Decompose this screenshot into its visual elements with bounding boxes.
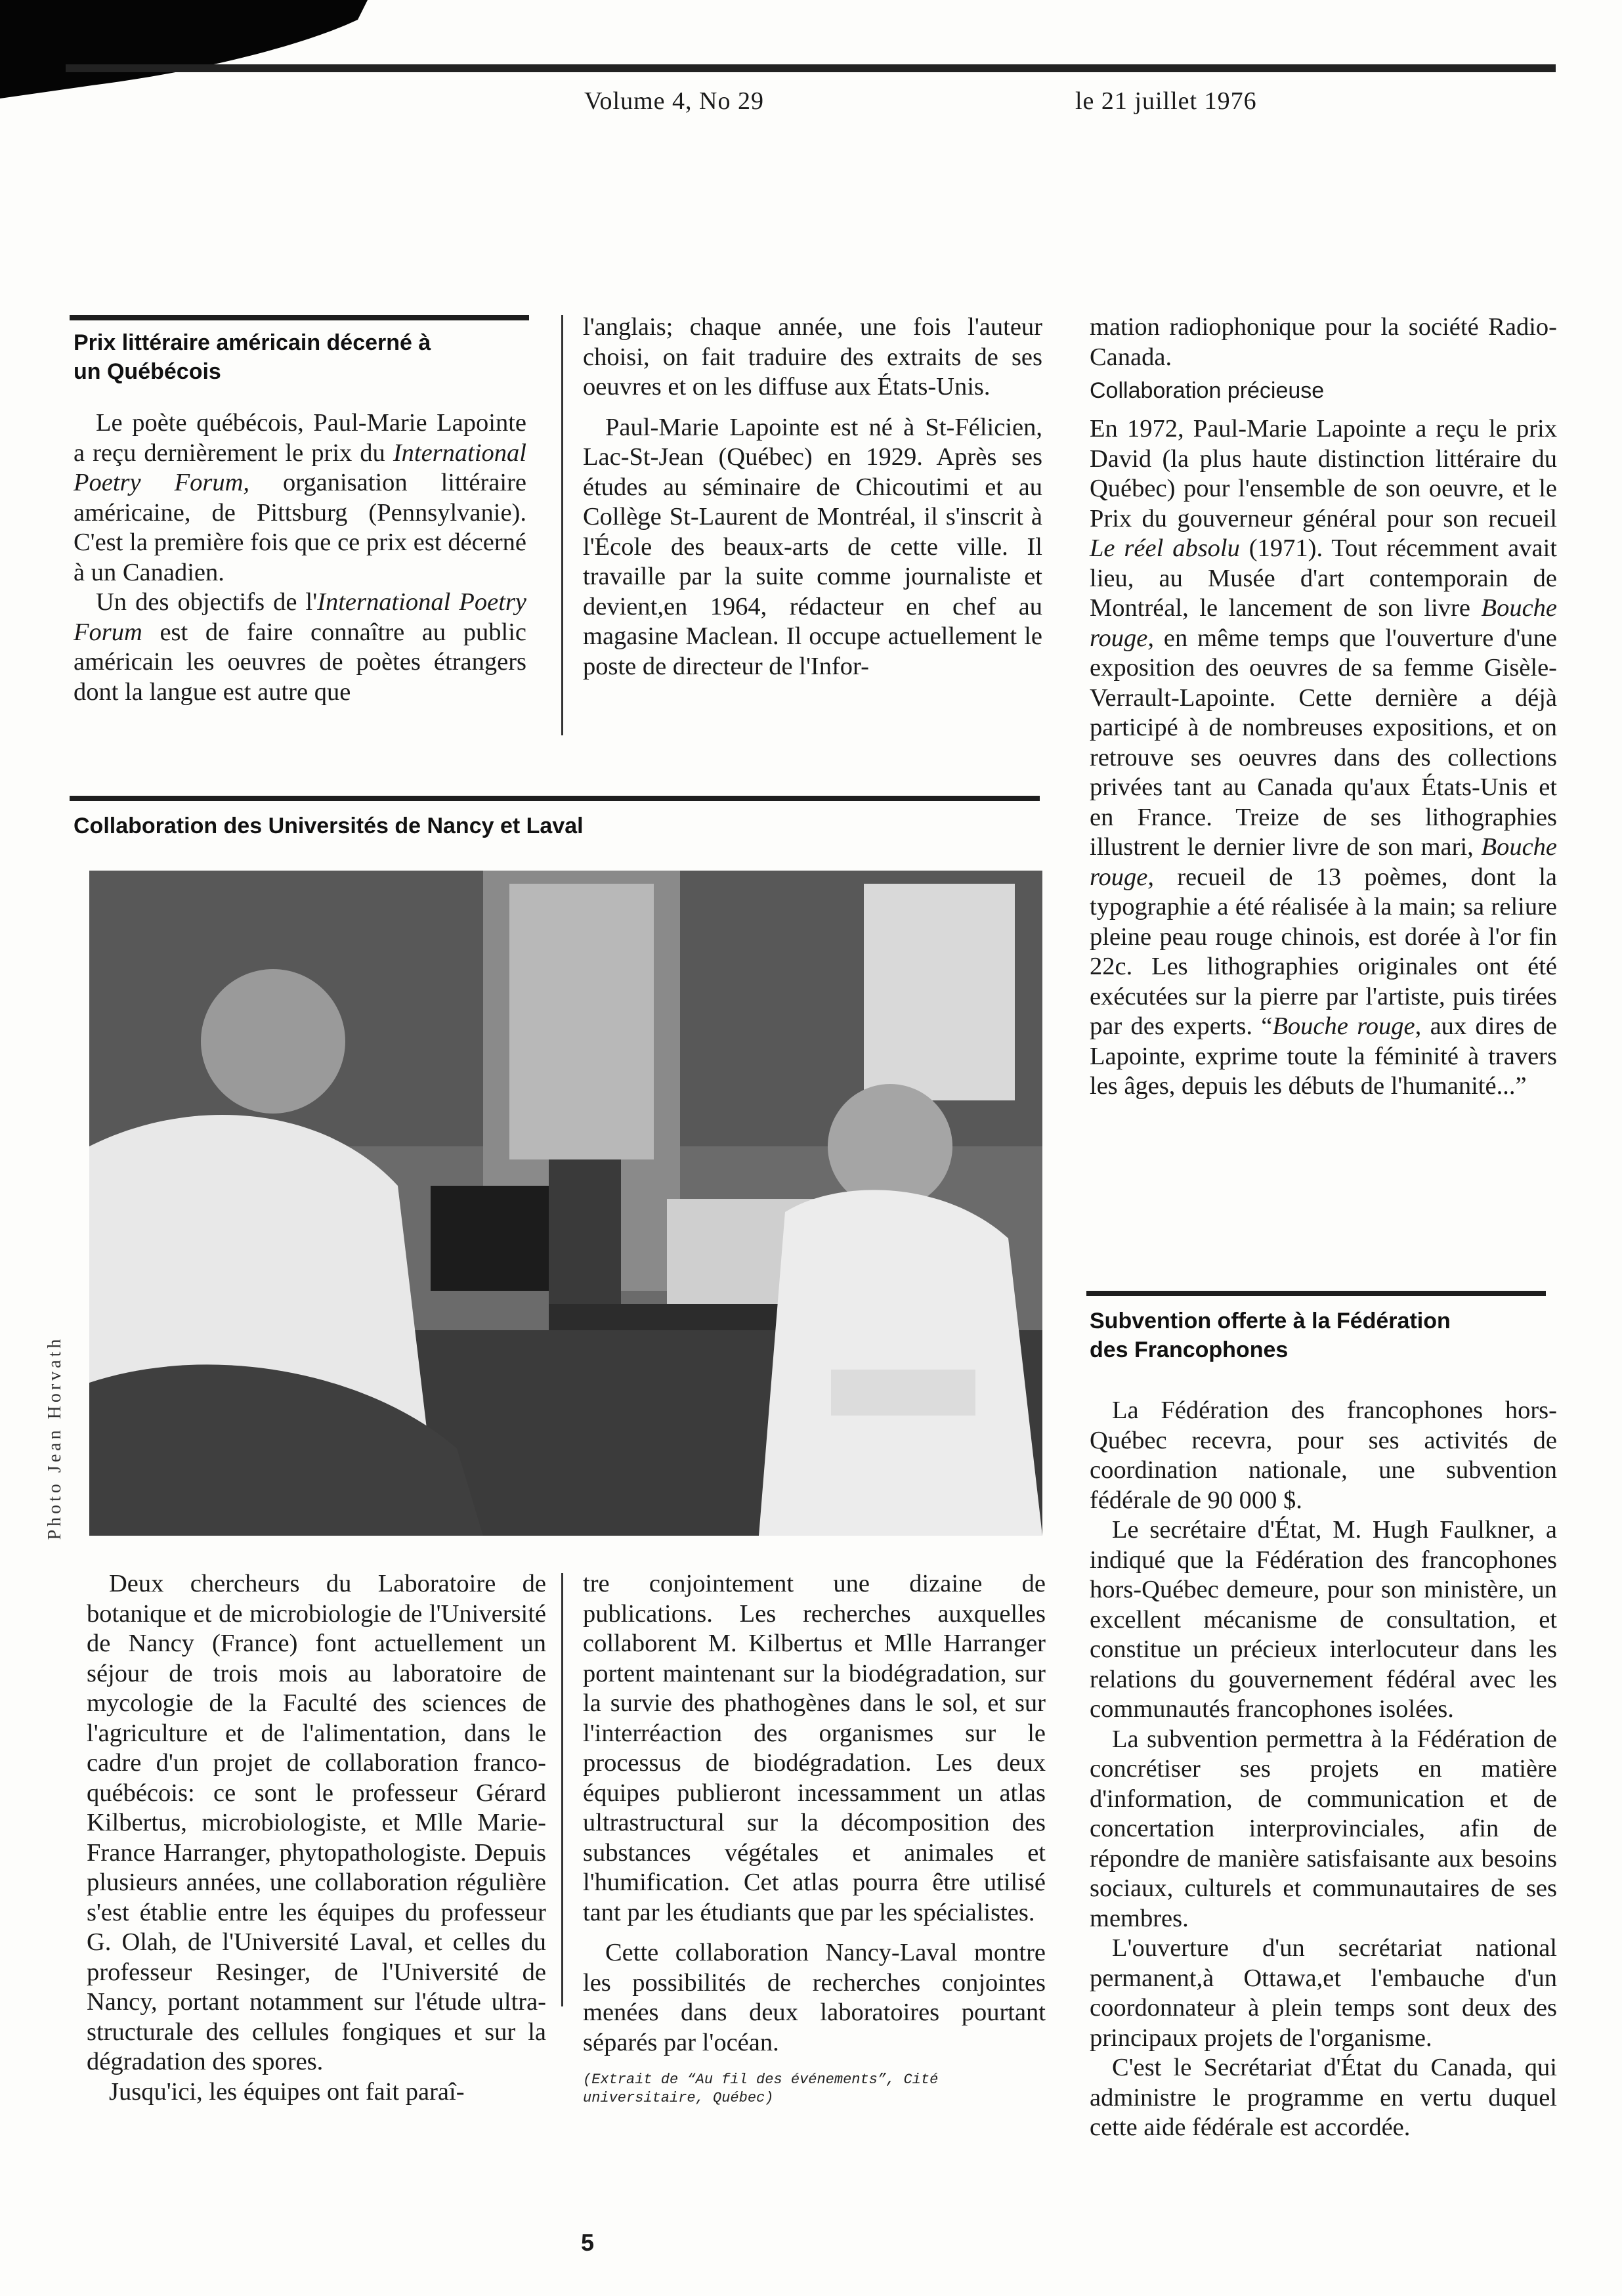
article1-italic: International Poetry Forum [74,588,526,646]
article1-text: Le poète québécois, Paul-Marie Lapointe a reçu dernièrement le prix du [74,409,526,467]
article3-text: La Fédération des francophones hors-Québec recevra, pour ses activités de coordination nationale, une subvention fédérale de 90 000 $. [1090,1397,1557,1514]
article3-title [1090,1307,1549,1364]
article1-text: En 1972, Paul-Marie Lapointe a reçu le prix David (la plus haute distinction littéraire du Québec) pour l'ensemble de son oeuvre, et le Prix du gouverneur général pour son recueil [1090,415,1557,532]
photo-credit-text: Photo Jean Horvath [45,1335,65,1540]
article1-title [74,328,533,386]
article1-italic: Bouche rouge, [1272,1012,1422,1040]
issue-volume: Volume 4, No 29 [584,87,764,115]
lab-photo [89,871,1042,1536]
article1-italic: Bouche rouge, [1090,594,1557,652]
masthead-rule [66,64,1556,72]
article2-text: Cette collaboration Nancy-Laval montre les possibilités de recherches conjointes menées dans deux laboratoires pourtant séparés par l'océan. [583,1939,1046,2056]
article3-title-line1: Subvention offerte à la Fédération [1090,1309,1451,1333]
article1-text: est de faire connaître au public américain les oeuvres de poètes étrangers dont la langue est autre que [74,618,527,706]
article1-text: mation radiophonique pour la société Radio-Canada. [1090,313,1557,371]
article1-title-line1: Prix littéraire américain décerné à [74,330,431,355]
article1-subheading: Collaboration précieuse [1090,378,1325,403]
article1-title-line2: un Québécois [74,359,221,384]
source-note: (Extrait de “Au fil des événements”, Cité universitaire, Québec) [583,2071,939,2106]
article1-italic: Bouche rouge, [1090,833,1557,891]
article1-text: (1971). Tout récemment avait lieu, au Musée d'art contemporain de Montréal, le lancement de son livre [1090,534,1557,622]
article3-rule [1086,1291,1546,1296]
article1-text: Un des objectifs de l' [96,588,318,616]
article1-text: Paul-Marie Lapointe est né à St-Félicien, Lac-St-Jean (Québec) en 1929. Après ses études au séminaire de Chicoutimi et au Collège St-Laurent de Montréal, il s'inscrit à l'École des beaux-arts de cette ville. Il travaille par la suite comme journaliste et devient,en 1964, rédacteur en chef au magasine Maclean. Il occupe actuellement le poste de directeur de l'Infor- [583,413,1042,680]
article2-text: Jusqu'ici, les équipes ont fait paraî- [109,2077,465,2106]
article2-rule [70,796,1040,801]
article2-column-2 [583,1569,1046,2108]
article1-text: en même temps que l'ouverture d'une exposition des oeuvres de sa femme Gisèle-Verrault-Lapointe. Cette dernière a déjà participé à de nombreuses expositions, et on retrouve ses oeuvres dans des collections privées tant au Canada qu'aux États-Unis et en France. Treize de ses lithographies illustrent le dernier livre de son mari, [1090,624,1558,861]
article1-column-divider [561,315,563,735]
article1-column-3 [1090,313,1557,1102]
article2-column-divider [561,1573,563,2006]
article1-text: l'anglais; chaque année, une fois l'auteur choisi, on fait traduire des extraits de ses oeuvres et on les diffuse aux États-Unis. [583,313,1042,401]
article1-column-2 [583,313,1042,682]
article1-text: recueil de 13 poèmes, dont la typographie a été réalisée à la main; sa reliure pleine peau rouge chinois, est dorée à l'or fin 22c. Les lithographies originales ont été exécutées sur la pierre par l'artiste, puis tirées par des experts. “ [1090,863,1557,1040]
article1-rule [70,315,529,320]
article3-text: L'ouverture d'un secrétariat national permanent,à Ottawa,et l'embauche d'un coordonnateur à plein temps sont deux des principaux projets de l'organisme. [1090,1934,1557,2052]
article3-column [1090,1396,1557,2143]
article1-column-1 [74,408,526,707]
article3-text: Le secrétaire d'État, M. Hugh Faulkner, a indiqué que la Fédération des francophones hors-Québec demeure, pour son ministère, un excellent mécanisme de consultation, et constitue un précieux interlocuteur dans les relations du gouvernement fédéral avec les communautés francophones isolées. [1090,1516,1557,1723]
article2-text: Deux chercheurs du Laboratoire de botanique et de microbiologie de l'Université de Nancy (France) font actuellement un séjour de trois mois au laboratoire de mycologie de la Faculté des sciences de l'agriculture et de l'alimentation, dans le cadre d'un projet de collaboration franco-québécois: ce sont le professeur Gérard Kilbertus, microbiologiste, et Mlle Marie-France Harranger, phytopathologiste. Depuis plusieurs années, une collaboration régulière s'est établie entre les équipes du professeur G. Olah, de l'Université Laval, et celles du professeur Resinger, de l'Université de Nancy, portant notamment sur l'étude ultra-structurale des cellules fongiques et sur la dégradation des spores. [87,1570,546,2075]
article2-text: tre conjointement une dizaine de publications. Les recherches auxquelles collaborent M. Kilbertus et Mlle Harranger portent maintenant sur la biodégradation, sur la survie des phathogènes dans le sol, et sur l'interréaction des organismes sur le processus de biodégradation. Les deux équipes publieront incessamment un atlas ultrastructural sur la décomposition des substances végétales et animales et l'humification. Cet atlas pourra être utilisé tant par les étudiants que par les spécialistes. [583,1570,1046,1926]
article1-text: organisation littéraire américaine, de Pittsburg (Pennsylvanie). C'est la première fois que ce prix est décerné à un Canadien. [74,469,527,586]
article2-column-1 [87,1569,546,2107]
photo-credit [41,1335,70,1540]
article1-text: aux dires de Lapointe, exprime toute la féminité à travers les âges, depuis les débuts de l'humanité...” [1090,1012,1558,1100]
page-number: 5 [581,2229,595,2256]
article2-title: Collaboration des Universités de Nancy et Laval [74,813,584,838]
issue-date: le 21 juillet 1976 [1075,87,1257,115]
article3-text: La subvention permettra à la Fédération de concrétiser ses projets en matière d'information, de communication et de concertation interprovinciales, afin de répondre de manière satisfaisante aux besoins sociaux, culturels et communautaires de ses membres. [1090,1725,1557,1932]
article3-text: C'est le Secrétariat d'État du Canada, qui administre le programme en vertu duquel cette aide fédérale est accordée. [1090,2054,1557,2141]
article3-title-line2: des Francophones [1090,1337,1289,1362]
corner-scan-mark [0,0,368,98]
article1-italic: International Poetry Forum, [74,439,526,496]
article1-italic: Le réel absolu [1090,534,1240,562]
